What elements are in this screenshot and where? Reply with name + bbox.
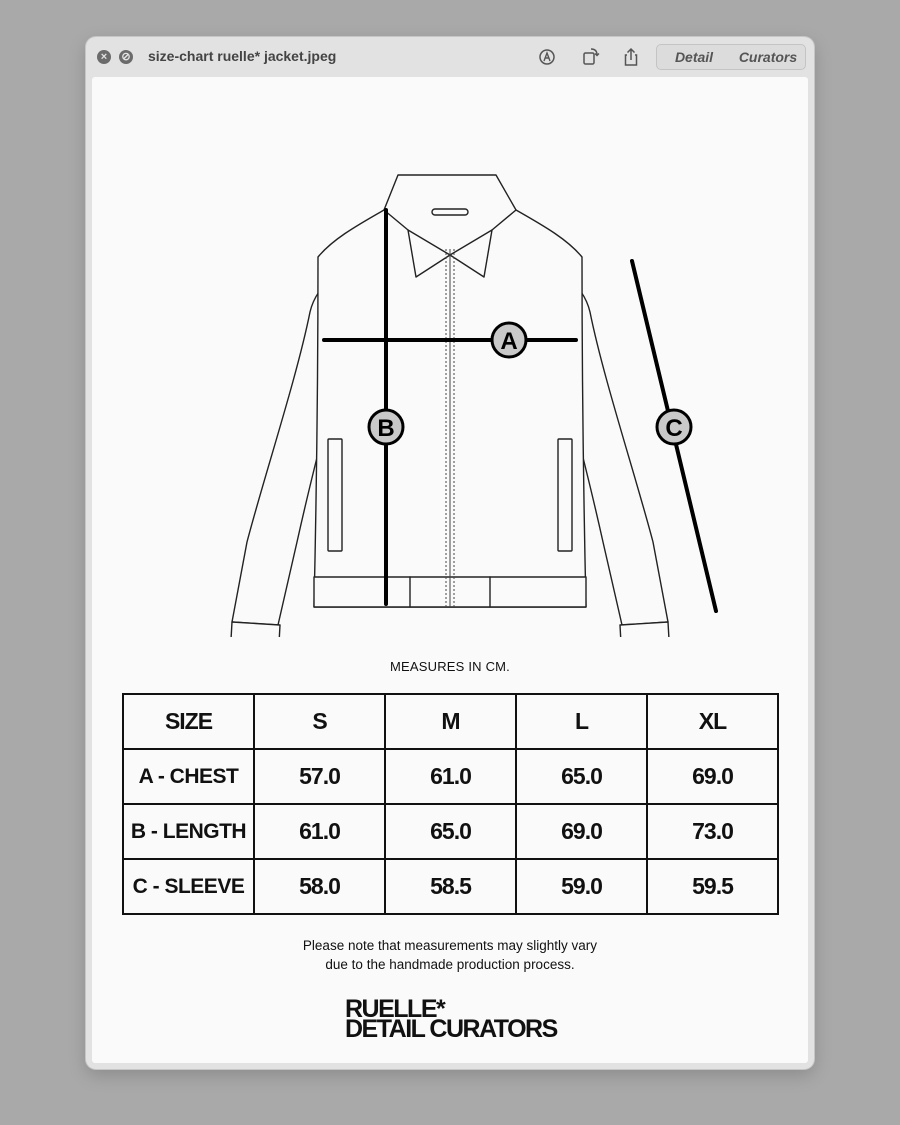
right-cuff-shape xyxy=(620,622,670,637)
marker-c xyxy=(657,410,691,444)
brand-line-1: RUELLE* xyxy=(345,995,445,1023)
table-cell: 59.5 xyxy=(647,859,778,914)
marker-b-label: B xyxy=(377,415,395,442)
marker-b xyxy=(369,410,403,444)
disabled-icon[interactable]: ⊘ xyxy=(119,50,133,64)
segment-curators[interactable]: Curators xyxy=(738,49,798,65)
row-label: A - CHEST xyxy=(123,749,254,804)
header-cell: M xyxy=(385,694,516,749)
header-cell: L xyxy=(516,694,647,749)
image-canvas xyxy=(92,77,808,1063)
marker-c-label: C xyxy=(665,415,683,442)
measures-caption: MEASURES IN CM. xyxy=(389,659,510,674)
table-cell: 69.0 xyxy=(647,749,778,804)
window-title: size-chart ruelle* jacket.jpeg xyxy=(148,48,337,64)
jacket-diagram xyxy=(92,77,808,637)
measurement-note xyxy=(92,936,808,974)
left-cuff-shape xyxy=(230,622,280,637)
note-line-1: Please note that measurements may slightly vary xyxy=(302,938,598,953)
right-pocket xyxy=(558,439,572,551)
marker-a-label: A xyxy=(500,328,518,355)
close-icon[interactable]: × xyxy=(97,50,111,64)
table-row xyxy=(123,859,778,914)
table-cell: 61.0 xyxy=(254,804,385,859)
view-segment-control xyxy=(656,44,806,70)
table-cell: 61.0 xyxy=(385,749,516,804)
collar-tab xyxy=(432,209,468,215)
table-row xyxy=(123,804,778,859)
brand-logo xyxy=(345,995,557,1043)
size-chart-table xyxy=(122,693,779,915)
header-cell: SIZE xyxy=(123,694,254,749)
table-cell: 69.0 xyxy=(516,804,647,859)
row-label: B - LENGTH xyxy=(123,804,254,859)
table-cell: 58.5 xyxy=(385,859,516,914)
segment-detail[interactable]: Detail xyxy=(674,49,714,65)
preview-window xyxy=(86,37,814,1069)
title-bar xyxy=(86,37,814,77)
share-icon[interactable] xyxy=(620,46,642,68)
header-cell: XL xyxy=(647,694,778,749)
row-label: C - SLEEVE xyxy=(123,859,254,914)
header-cell: S xyxy=(254,694,385,749)
table-header-row xyxy=(123,694,778,749)
table-cell: 65.0 xyxy=(516,749,647,804)
table-cell: 58.0 xyxy=(254,859,385,914)
table-cell: 65.0 xyxy=(385,804,516,859)
left-pocket xyxy=(328,439,342,551)
table-cell: 59.0 xyxy=(516,859,647,914)
note-line-2: due to the handmade production process. xyxy=(325,957,575,972)
brand-line-2: DETAIL CURATORS xyxy=(345,1015,557,1043)
table-row xyxy=(123,749,778,804)
markup-icon[interactable] xyxy=(536,46,558,68)
marker-a xyxy=(492,323,526,357)
table-cell: 57.0 xyxy=(254,749,385,804)
table-cell: 73.0 xyxy=(647,804,778,859)
rotate-icon[interactable] xyxy=(579,46,601,68)
